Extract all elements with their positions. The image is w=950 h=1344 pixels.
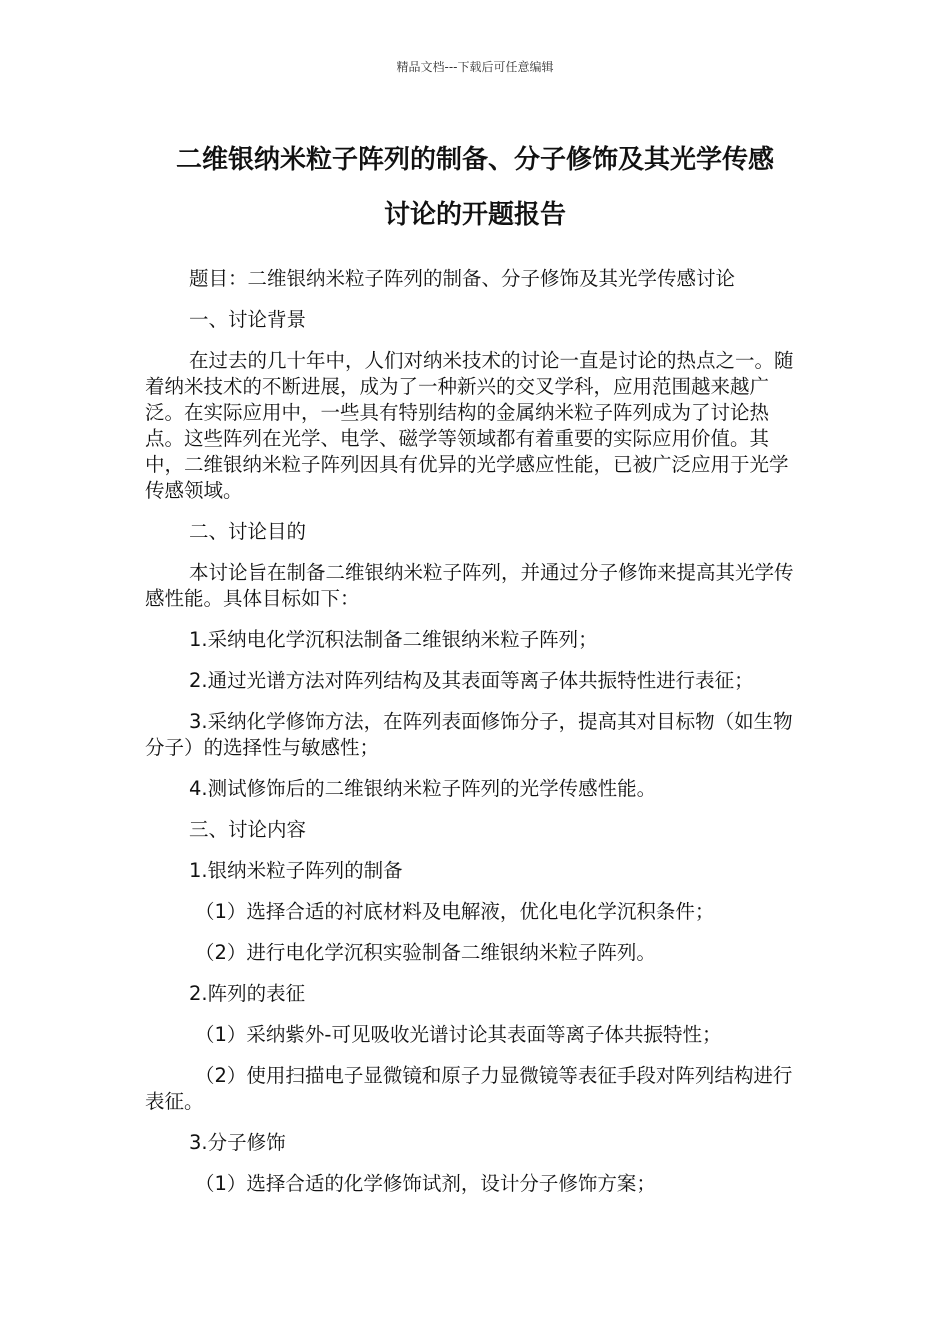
objective-item-3: 3.采纳化学修饰方法，在阵列表面修饰分子，提高其对目标物（如生物分子）的选择性与敏感性； xyxy=(145,710,793,759)
content-item-2-1: （1）采纳紫外-可见吸收光谱讨论其表面等离子体共振特性； xyxy=(195,1023,722,1046)
content-subheading-2: 2.阵列的表征 xyxy=(189,982,306,1005)
content-item-1-2: （2）进行电化学沉积实验制备二维银纳米粒子阵列。 xyxy=(195,941,656,964)
document-title-line-1: 二维银纳米粒子阵列的制备、分子修饰及其光学传感 xyxy=(175,145,774,175)
content-item-2-2: （2）使用扫描电子显微镜和原子力显微镜等表征手段对阵列结构进行表征。 xyxy=(145,1064,793,1113)
content-item-1-1: （1）选择合适的衬底材料及电解液，优化电化学沉积条件； xyxy=(195,900,715,923)
document-body xyxy=(145,266,807,1212)
objective-item-2: 2.通过光谱方法对阵列结构及其表面等离子体共振特性进行表征； xyxy=(189,669,754,692)
objective-item-1: 1.采纳电化学沉积法制备二维银纳米粒子阵列； xyxy=(189,628,598,651)
header-note: 精品文档---下载后可任意编辑 xyxy=(396,60,554,74)
purpose-paragraph: 本讨论旨在制备二维银纳米粒子阵列，并通过分子修饰来提高其光学传感性能。具体目标如下： xyxy=(145,561,794,610)
background-paragraph: 在过去的几十年中，人们对纳米技术的讨论一直是讨论的热点之一。随着纳米技术的不断进展，成为了一种新兴的交叉学科，应用范围越来越广泛。在实际应用中，一些具有特别结构的金属纳米粒子阵列成为了讨论热点。这些阵列在光学、电学、磁学等领域都有着重要的实际应用价值。其中，二维银纳米粒子阵列因具有优异的光学感应性能，已被广泛应用于光学传感领域。 xyxy=(145,349,794,502)
section-heading-purpose: 二、讨论目的 xyxy=(189,520,307,543)
content-item-3-1: （1）选择合适的化学修饰试剂，设计分子修饰方案； xyxy=(195,1172,656,1195)
section-heading-background: 一、讨论背景 xyxy=(189,308,307,331)
content-subheading-1: 1.银纳米粒子阵列的制备 xyxy=(189,859,403,882)
objective-item-4: 4.测试修饰后的二维银纳米粒子阵列的光学传感性能。 xyxy=(189,777,657,800)
topic-line: 题目：二维银纳米粒子阵列的制备、分子修饰及其光学传感讨论 xyxy=(189,267,736,290)
section-heading-content: 三、讨论内容 xyxy=(189,818,307,841)
document-title-line-2: 讨论的开题报告 xyxy=(383,200,566,230)
content-subheading-3: 3.分子修饰 xyxy=(189,1131,286,1154)
